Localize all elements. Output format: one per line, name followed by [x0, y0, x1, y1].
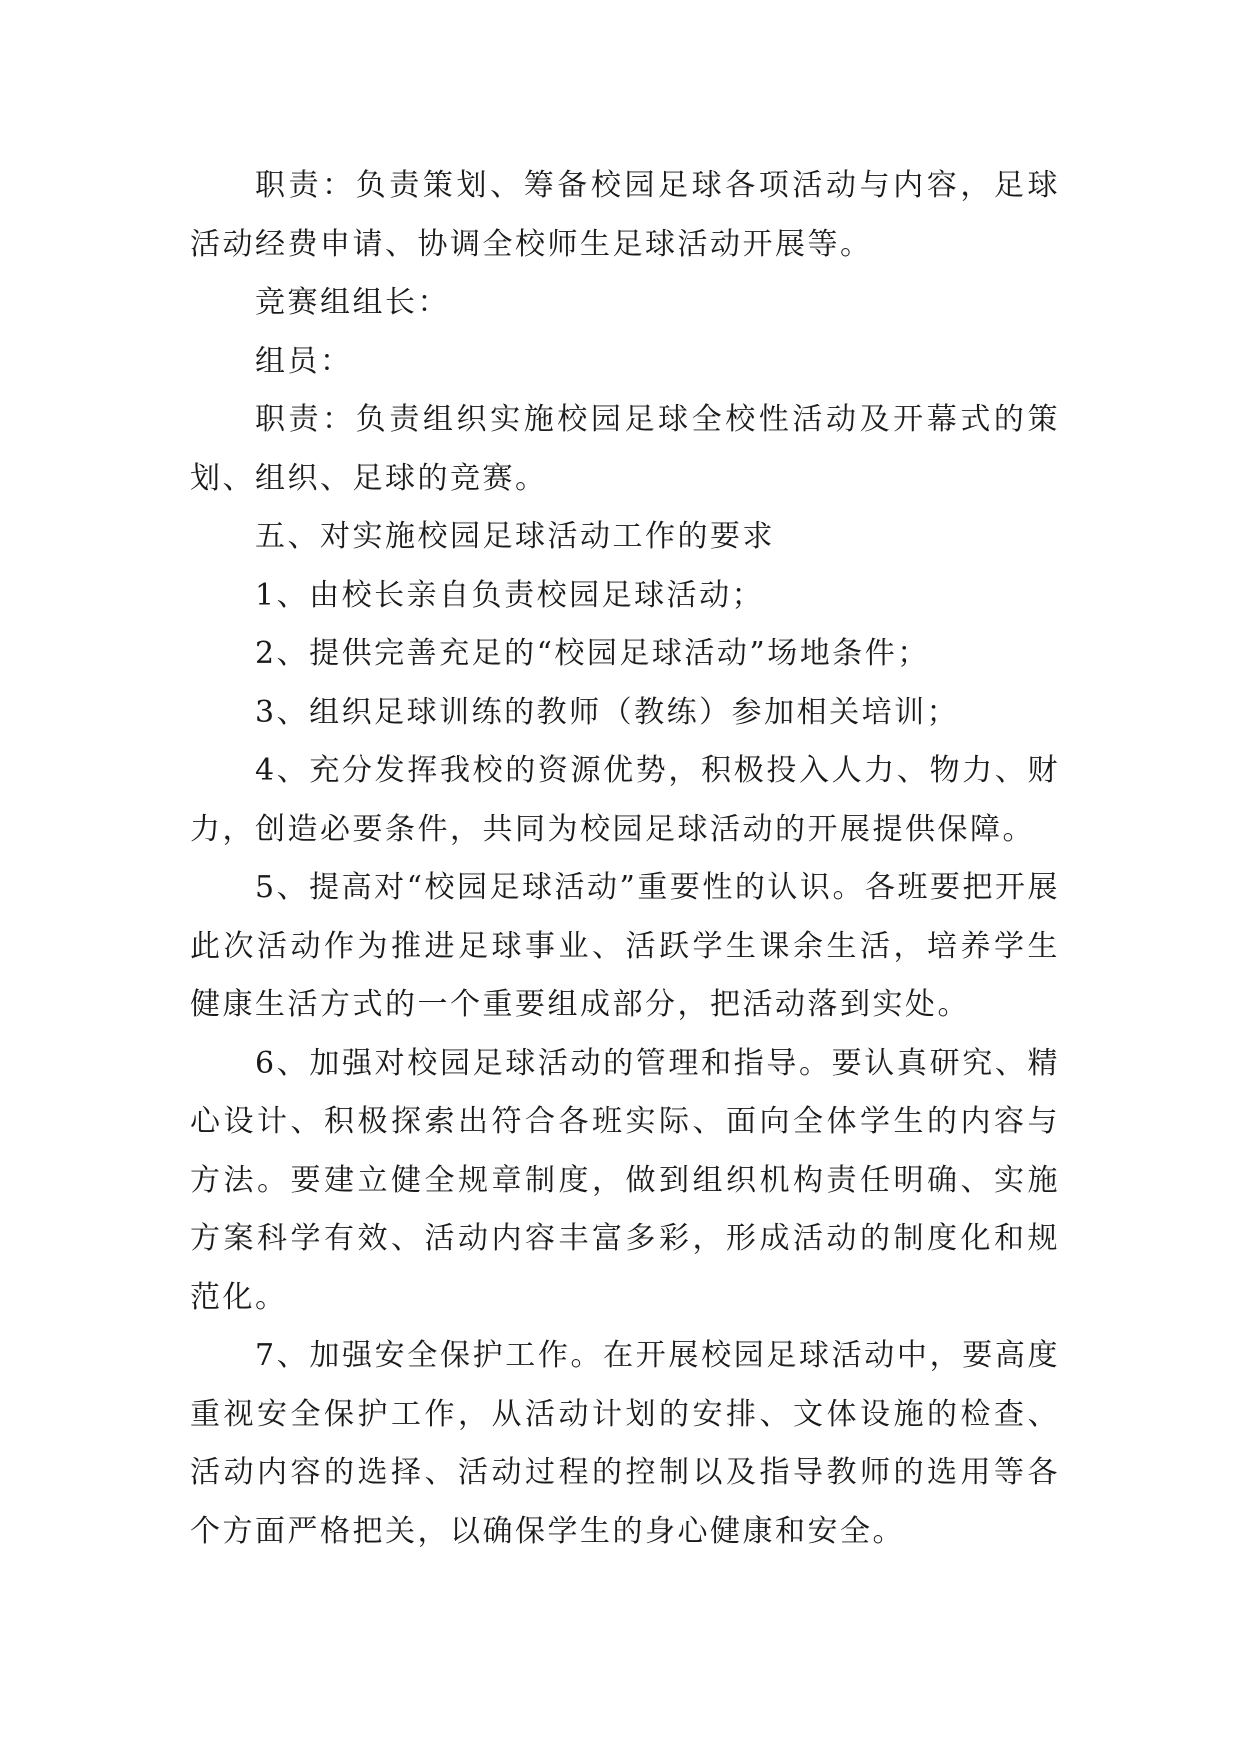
requirement-item-7: 7、加强安全保护工作。在开展校园足球活动中，要高度重视安全保护工作，从活动计划的安排、文体设施的检查、活动内容的选择、活动过程的控制以及指导教师的选用等各个方面严格把关，以确保学生的身心健康和安全。 — [190, 1338, 1060, 1549]
requirement-item-1: 1、由校长亲自负责校园足球活动； — [255, 577, 765, 613]
requirement-item-4: 4、充分发挥我校的资源优势，积极投入人力、物力、财力，创造必要条件，共同为校园足球活动的开展提供保障。 — [190, 753, 1060, 847]
requirement-item-2: 2、提供完善充足的“校园足球活动”场地条件； — [255, 636, 930, 671]
requirement-item-5: 5、提高对“校园足球活动”重要性的认识。各班要把开展此次活动作为推进足球事业、活跃学生课余生活，培养学生健康生活方式的一个重要组成部分，把活动落到实处。 — [190, 870, 1060, 1022]
requirement-item-3: 3、组织足球训练的教师（教练）参加相关培训； — [255, 694, 960, 730]
requirement-item-6: 6、加强对校园足球活动的管理和指导。要认真研究、精心设计、积极探索出符合各班实际、面向全体学生的内容与方法。要建立健全规章制度，做到组织机构责任明确、实施方案科学有效、活动内容丰富多彩，形成活动的制度化和规范化。 — [190, 1045, 1060, 1315]
section-heading-requirements: 五、对实施校园足球活动工作的要求 — [255, 519, 775, 554]
paragraph-competition-members: 组员： — [255, 343, 353, 379]
paragraph-competition-leader: 竞赛组组长： — [255, 285, 450, 320]
document-body — [190, 157, 1060, 1561]
paragraph-competition-duties: 职责：负责组织实施校园足球全校性活动及开幕式的策划、组织、足球的竞赛。 — [190, 402, 1060, 496]
paragraph-propaganda-duties: 职责：负责策划、筹备校园足球各项活动与内容，足球活动经费申请、协调全校师生足球活动开展等。 — [190, 168, 1060, 262]
